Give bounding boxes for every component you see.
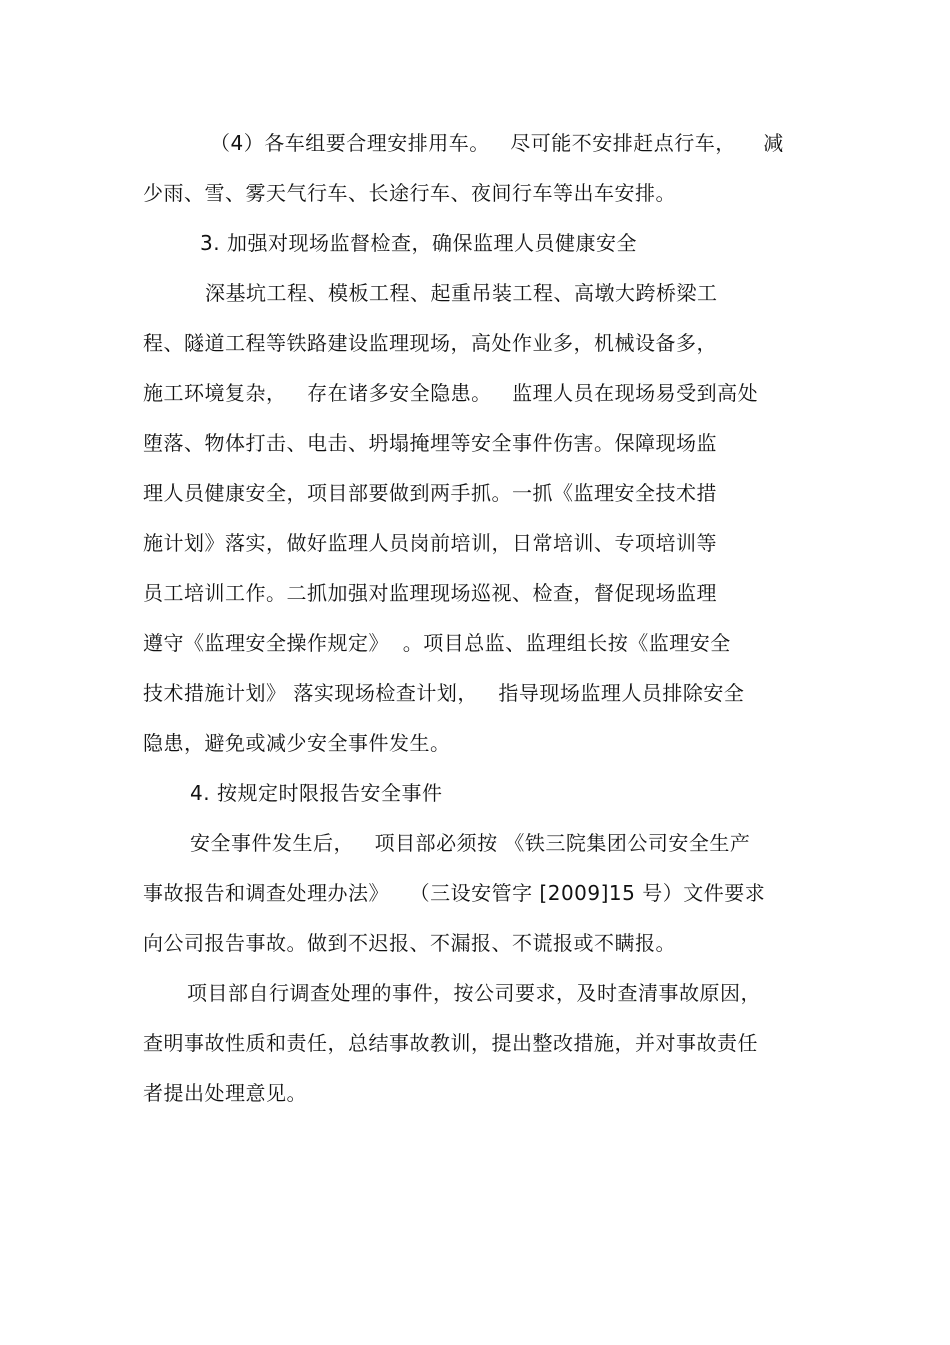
text-line: 安全事件发生后， 项目部必须按 《铁三院集团公司安全生产	[190, 831, 751, 855]
text-line: 少雨、雪、雾天气行车、长途行车、夜间行车等出车安排。	[143, 181, 676, 205]
text-line: 施工环境复杂， 存在诸多安全隐患。 监理人员在现场易受到高处	[143, 381, 759, 405]
text-line: 向公司报告事故。做到不迟报、不漏报、不谎报或不瞒报。	[143, 931, 676, 955]
text-line: 项目部自行调查处理的事件，按公司要求，及时查清事故原因，	[187, 981, 761, 1005]
section-heading: 3. 加强对现场监督检查，确保监理人员健康安全	[200, 231, 637, 255]
section-heading: 4. 按规定时限报告安全事件	[190, 781, 443, 805]
text-line: 堕落、物体打击、电击、坍塌掩埋等安全事件伤害。保障现场监	[143, 431, 717, 455]
text-line: 遵守《监理安全操作规定》 。项目总监、监理组长按《监理安全	[143, 631, 731, 655]
text-line: 事故报告和调查处理办法》 （三设安管字 [2009]15 号）文件要求	[143, 881, 766, 905]
text-line: 深基坑工程、模板工程、起重吊装工程、高墩大跨桥梁工	[205, 281, 718, 305]
text-line: 者提出处理意见。	[143, 1081, 307, 1105]
text-line: 隐患，避免或减少安全事件发生。	[143, 731, 451, 755]
text-line: 理人员健康安全，项目部要做到两手抓。一抓《监理安全技术措	[143, 481, 717, 505]
text-line: 查明事故性质和责任，总结事故教训，提出整改措施，并对事故责任	[143, 1031, 758, 1055]
text-line: 技术措施计划》 落实现场检查计划， 指导现场监理人员排除安全	[143, 681, 745, 705]
text-line: 施计划》落实，做好监理人员岗前培训，日常培训、专项培训等	[143, 531, 717, 555]
text-line: （4）各车组要合理安排用车。 尽可能不安排赶点行车， 减	[210, 131, 784, 155]
text-line: 程、隧道工程等铁路建设监理现场，高处作业多，机械设备多，	[143, 331, 717, 355]
text-line: 员工培训工作。二抓加强对监理现场巡视、检查，督促现场监理	[143, 581, 717, 605]
